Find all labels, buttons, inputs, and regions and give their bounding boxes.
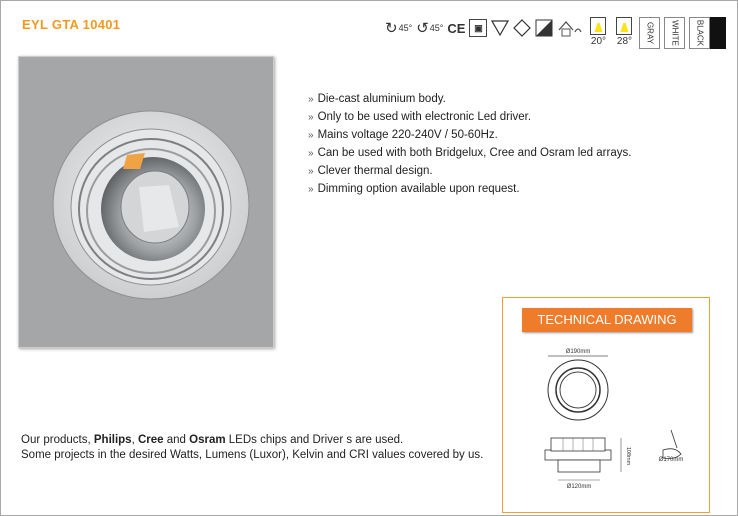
footer-line-2: Some projects in the desired Watts, Lumens (Luxor), Kelvin and CRI values covered by us. (21, 449, 484, 461)
tilt-horizontal-value: 45° (429, 23, 444, 33)
color-gray-swatch: GRAY (639, 17, 660, 49)
dim-cutout-label: Ø170mm (658, 457, 684, 463)
color-black-swatch: BLACK (689, 17, 710, 49)
feature-item: » Dimming option available upon request. (308, 183, 520, 195)
beam-28-icon (613, 17, 635, 47)
f-mark-icon (491, 17, 509, 39)
beam-wide-label: 28° (616, 36, 633, 47)
dim-height-label: 108mm (625, 446, 631, 466)
color-white-swatch: WHITE (664, 17, 685, 49)
footer-line-1: Our products, Philips, Cree and Osram LEDs chips and Driver s are used. (21, 434, 404, 446)
feature-item: » Mains voltage 220-240V / 50-60Hz. (308, 129, 498, 141)
feature-item: » Only to be used with electronic Led driver. (308, 111, 532, 123)
tilt-vertical-value: 45° (398, 23, 413, 33)
class-iii-icon (513, 17, 531, 39)
transformer-icon: ▣ (469, 17, 487, 39)
footer-note (21, 433, 483, 463)
tilt-vertical-icon: ↻ 45° (385, 19, 413, 37)
beam-narrow-label: 20° (590, 36, 607, 47)
dimmable-icon (557, 17, 583, 39)
dim-body-label: Ø120mm (566, 484, 592, 490)
feature-item: » Can be used with both Bridgelux, Cree and Osram led arrays. (308, 147, 632, 159)
feature-item: » Clever thermal design. (308, 165, 433, 177)
ip20-icon (535, 17, 553, 39)
product-photo (18, 56, 274, 348)
tilt-horizontal-icon: ↺ 45° (416, 19, 444, 37)
technical-drawing-panel (502, 297, 710, 513)
ce-mark-icon: CE (447, 20, 466, 36)
downlight-image (19, 57, 273, 347)
feature-item: » Die-cast aluminium body. (308, 93, 446, 105)
product-code: EYL GTA 10401 (22, 17, 121, 32)
feature-list (308, 90, 631, 198)
color-black-block (710, 17, 726, 49)
technical-drawing-button[interactable]: TECHNICAL DRAWING (522, 308, 692, 332)
beam-20-icon (587, 17, 609, 47)
spec-icons (385, 17, 726, 53)
dim-outer-label: Ø190mm (565, 349, 591, 355)
technical-drawing (503, 298, 709, 512)
